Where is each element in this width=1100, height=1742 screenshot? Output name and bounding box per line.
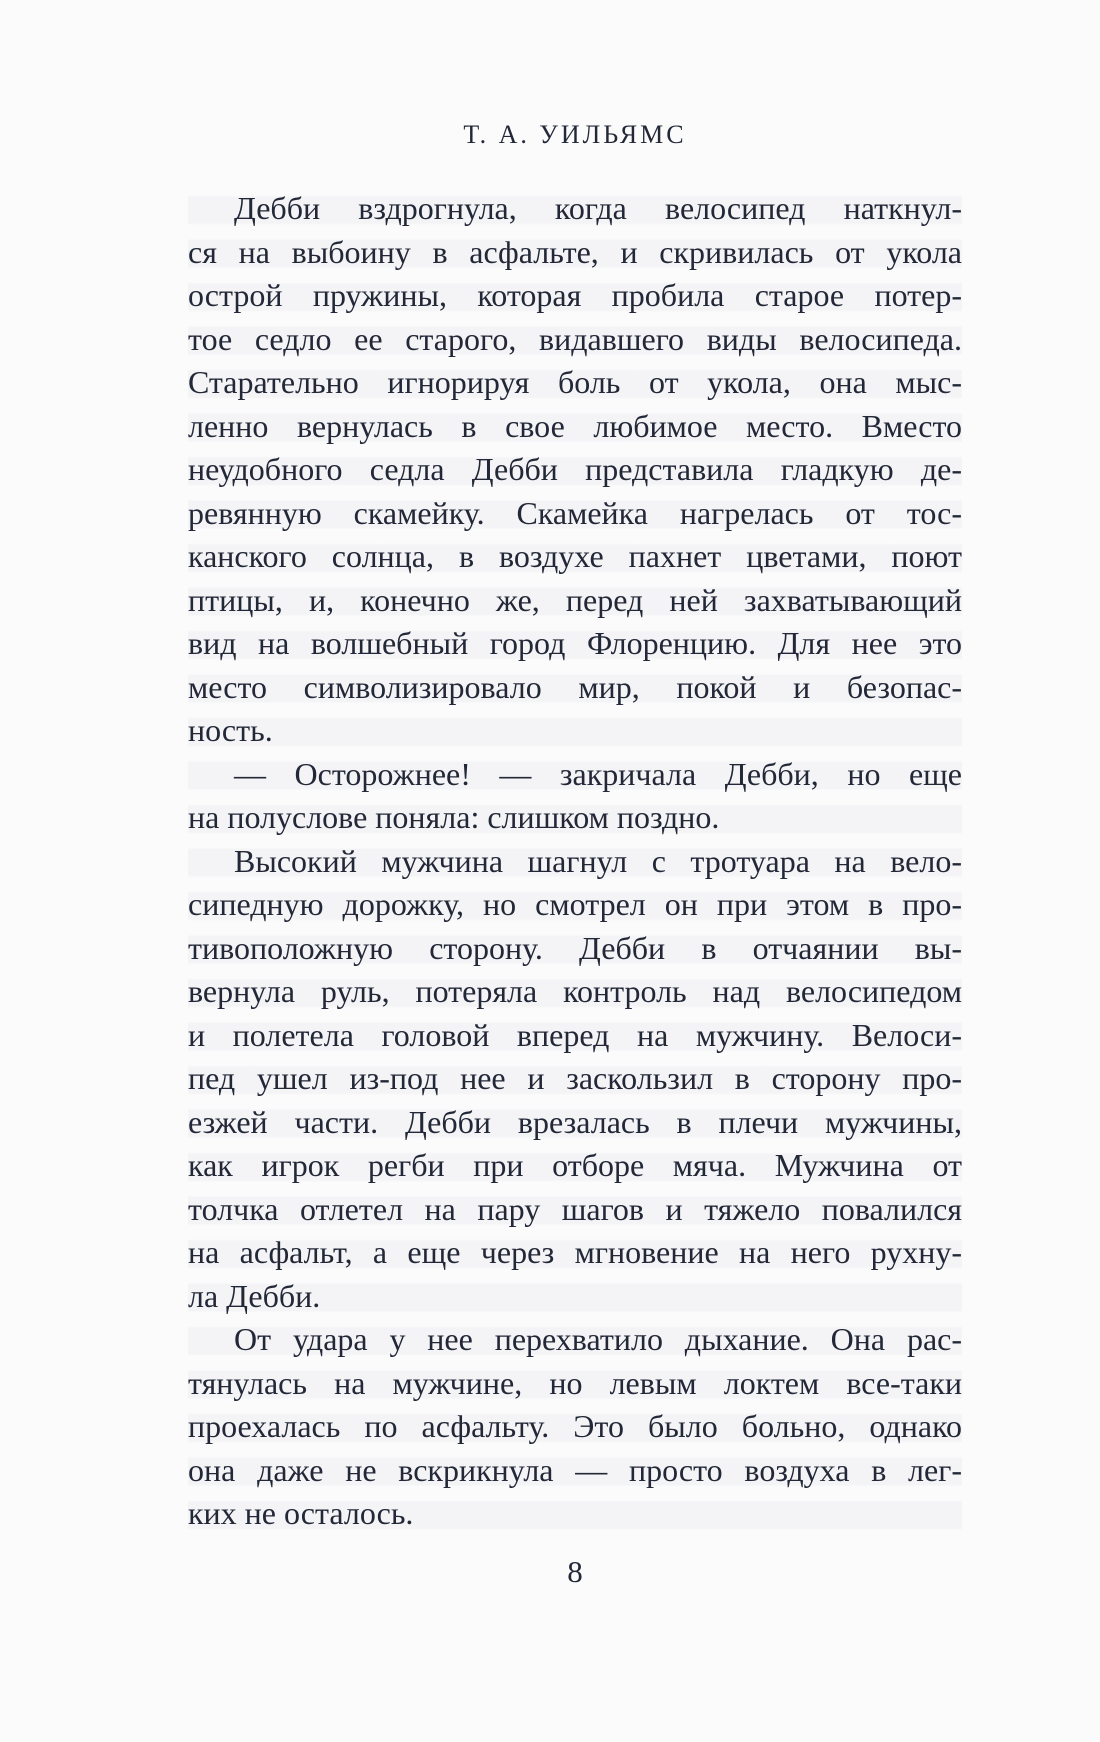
text-line: ла Дебби. [188,1277,321,1314]
text-line: место символизировало мир, покой и безопас- [188,668,962,705]
text-line: тивоположную сторону. Дебби в отчаянии вы- [188,929,962,966]
text-line: Высокий мужчина шагнул с тротуара на вело- [234,842,962,879]
text-line: тое седло ее старого, видавшего виды велосипеда. [188,320,962,357]
text-line: тянулась на мужчине, но левым локтем все-таки [188,1364,962,1401]
text-line: канского солнца, в воздухе пахнет цветами, поют [188,538,962,574]
text-line: ность. [188,712,273,748]
paragraph [188,840,962,1319]
text-line: проехалась по асфальту. Это было больно, однако [188,1408,962,1444]
text-line: Старательно игнорируя боль от укола, она мыс- [188,364,962,400]
text-line: вид на волшебный город Флоренцию. Для нее это [188,625,962,661]
text-line: — Осторожнее! — закричала Дебби, но еще [234,755,962,792]
body-text [188,187,962,1536]
text-line: неудобного седла Дебби представила гладкую де- [188,451,962,487]
text-line: сипедную дорожку, но смотрел он при этом в про- [188,886,962,922]
paragraph [188,1318,962,1536]
text-line: острой пружины, которая пробила старое потер- [188,277,962,313]
text-line: Дебби вздрогнула, когда велосипед наткнул- [234,190,962,226]
text-line: на полуслове поняла: слишком поздно. [188,799,720,835]
text-line: толчка отлетел на пару шагов и тяжело повалился [188,1190,962,1227]
text-line: езжей части. Дебби врезалась в плечи мужчины, [188,1103,962,1140]
text-line: на асфальт, а еще через мгновение на него рухну- [188,1234,962,1270]
text-line: ленно вернулась в свое любимое место. Вместо [188,407,962,444]
text-line: она даже не вскрикнула — просто воздуха в лег- [188,1451,962,1488]
text-line: птицы, и, конечно же, перед ней захватывающий [188,581,962,618]
text-line: вернула руль, потеряла контроль над велосипедом [188,973,962,1009]
text-line: и полетела головой вперед на мужчину. Велоси- [188,1016,962,1053]
text-line: ся на выбоину в асфальте, и скривилась от укола [188,233,962,270]
page-number: 8 [567,1554,583,1589]
text-block [188,0,962,1742]
text-line: пед ушел из-под нее и заскользил в сторону про- [188,1060,962,1096]
text-line: ких не осталось. [188,1495,414,1531]
paragraph [188,753,962,840]
running-header-author: Т. А. УИЛЬЯМС [463,120,687,149]
text-line: От удара у нее перехватило дыхание. Она рас- [234,1321,962,1357]
paragraph [188,187,962,753]
text-line: как игрок регби при отборе мяча. Мужчина от [188,1147,962,1183]
text-line: ревянную скамейку. Скамейка нагрелась от тос- [188,494,962,531]
